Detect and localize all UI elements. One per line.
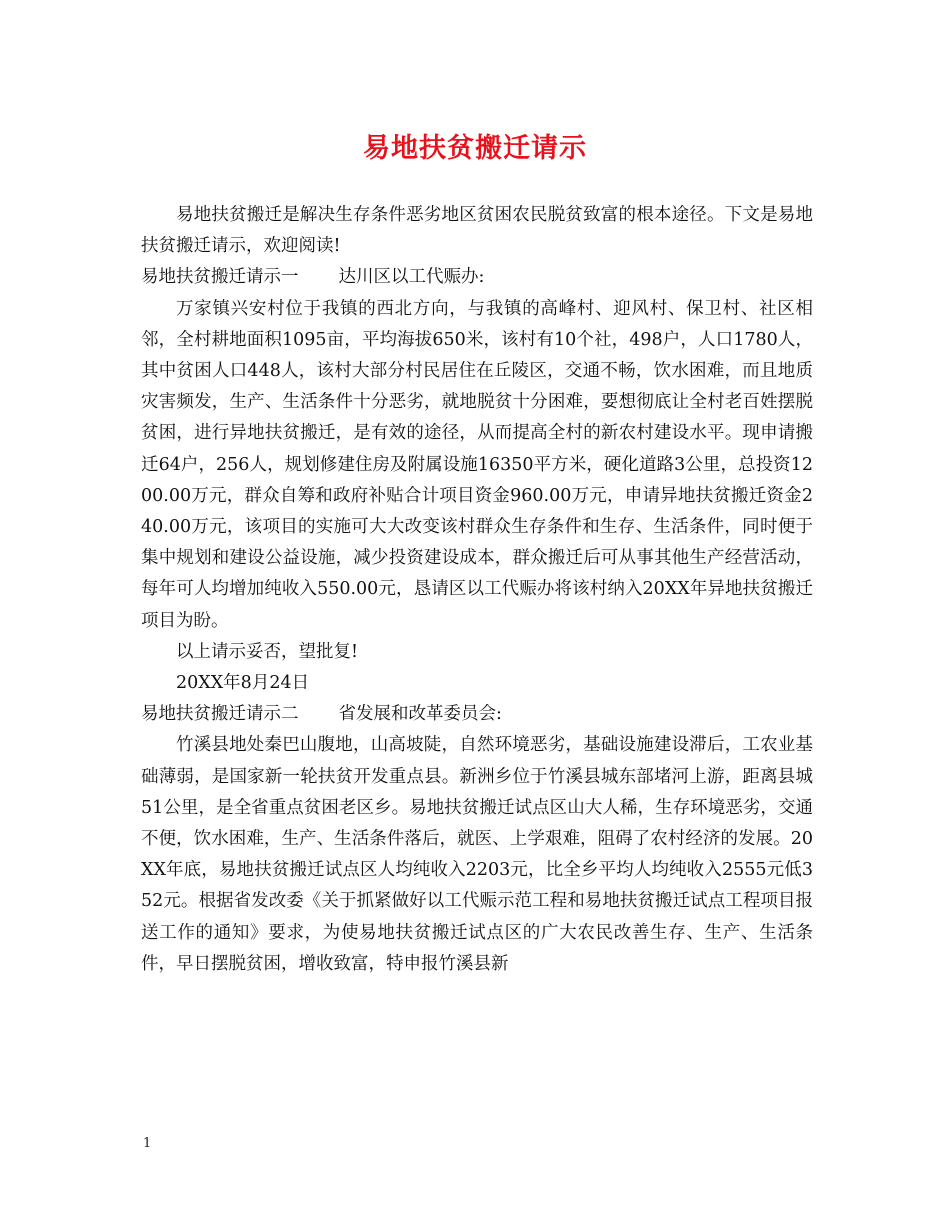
section1-body-paragraph: 万家镇兴安村位于我镇的西北方向，与我镇的高峰村、迎风村、保卫村、社区相邻，全村耕地面积1095亩，平均海拔650米，该村有10个社，498户，人口1780人，其中贫困人口448人，该村大部分村民居住在丘陵区，交通不畅，饮水困难，而且地质灾害频发，生产、生活条件十分恶劣，就地脱贫十分困难，要想彻底让全村老百姓摆脱贫困，进行异地扶贫搬迁，是有效的途径，从而提高全村的新农村建设水平。现申请搬迁64户，256人，规划修建住房及附属设施16350平方米，硬化道路3公里，总投资1200.00万元，群众自筹和政府补贴合计项目资金960.00万元，申请异地扶贫搬迁资金240.00万元，该项目的实施可大大改变该村群众生存条件和生存、生活条件，同时便于集中规划和建设公益设施，减少投资建设成本，群众搬迁后可从事其他生产经营活动，每年可人均增加纯收入550.00元，恳请区以工代赈办将该村纳入20XX年异地扶贫搬迁项目为盼。	[141, 298, 813, 631]
section2-body-paragraph: 竹溪县地处秦巴山腹地，山高坡陡，自然环境恶劣，基础设施建设滞后，工农业基础薄弱，是国家新一轮扶贫开发重点县。新洲乡位于竹溪县城东部堵河上游，距离县城51公里，是全省重点贫困老区乡。易地扶贫搬迁试点区山大人稀，生存环境恶劣，交通不便，饮水困难，生产、生活条件落后，就医、上学艰难，阻碍了农村经济的发展。20XX年底，易地扶贫搬迁试点区人均纯收入2203元，比全乡平均人均纯收入2555元低352元。根据省发改委《关于抓紧做好以工代赈示范工程和易地扶贫搬迁试点工程项目报送工作的通知》要求，为使易地扶贫搬迁试点区的广大农民改善生存、生产、生活条件，早日摆脱贫困，增收致富，特申报竹溪县新	[141, 735, 813, 974]
section1-recipient: 达川区以工代赈办:	[338, 267, 485, 288]
section1-heading: 易地扶贫搬迁请示一	[141, 267, 299, 288]
page-number: 1	[143, 1136, 152, 1151]
section2-recipient: 省发展和改革委员会:	[338, 704, 502, 725]
document-title: 易地扶贫搬迁请示	[363, 133, 587, 164]
section1-closing: 以上请示妥否，望批复!	[176, 641, 359, 662]
section2-heading: 易地扶贫搬迁请示二	[141, 704, 299, 725]
section2-heading-line	[141, 699, 813, 730]
intro-paragraph: 易地扶贫搬迁是解决生存条件恶劣地区贫困农民脱贫致富的根本途径。下文是易地扶贫搬迁请示，欢迎阅读!	[141, 205, 813, 257]
section1-date: 20XX年8月24日	[176, 673, 310, 694]
document-body	[141, 200, 813, 980]
section1-heading-line	[141, 262, 813, 293]
